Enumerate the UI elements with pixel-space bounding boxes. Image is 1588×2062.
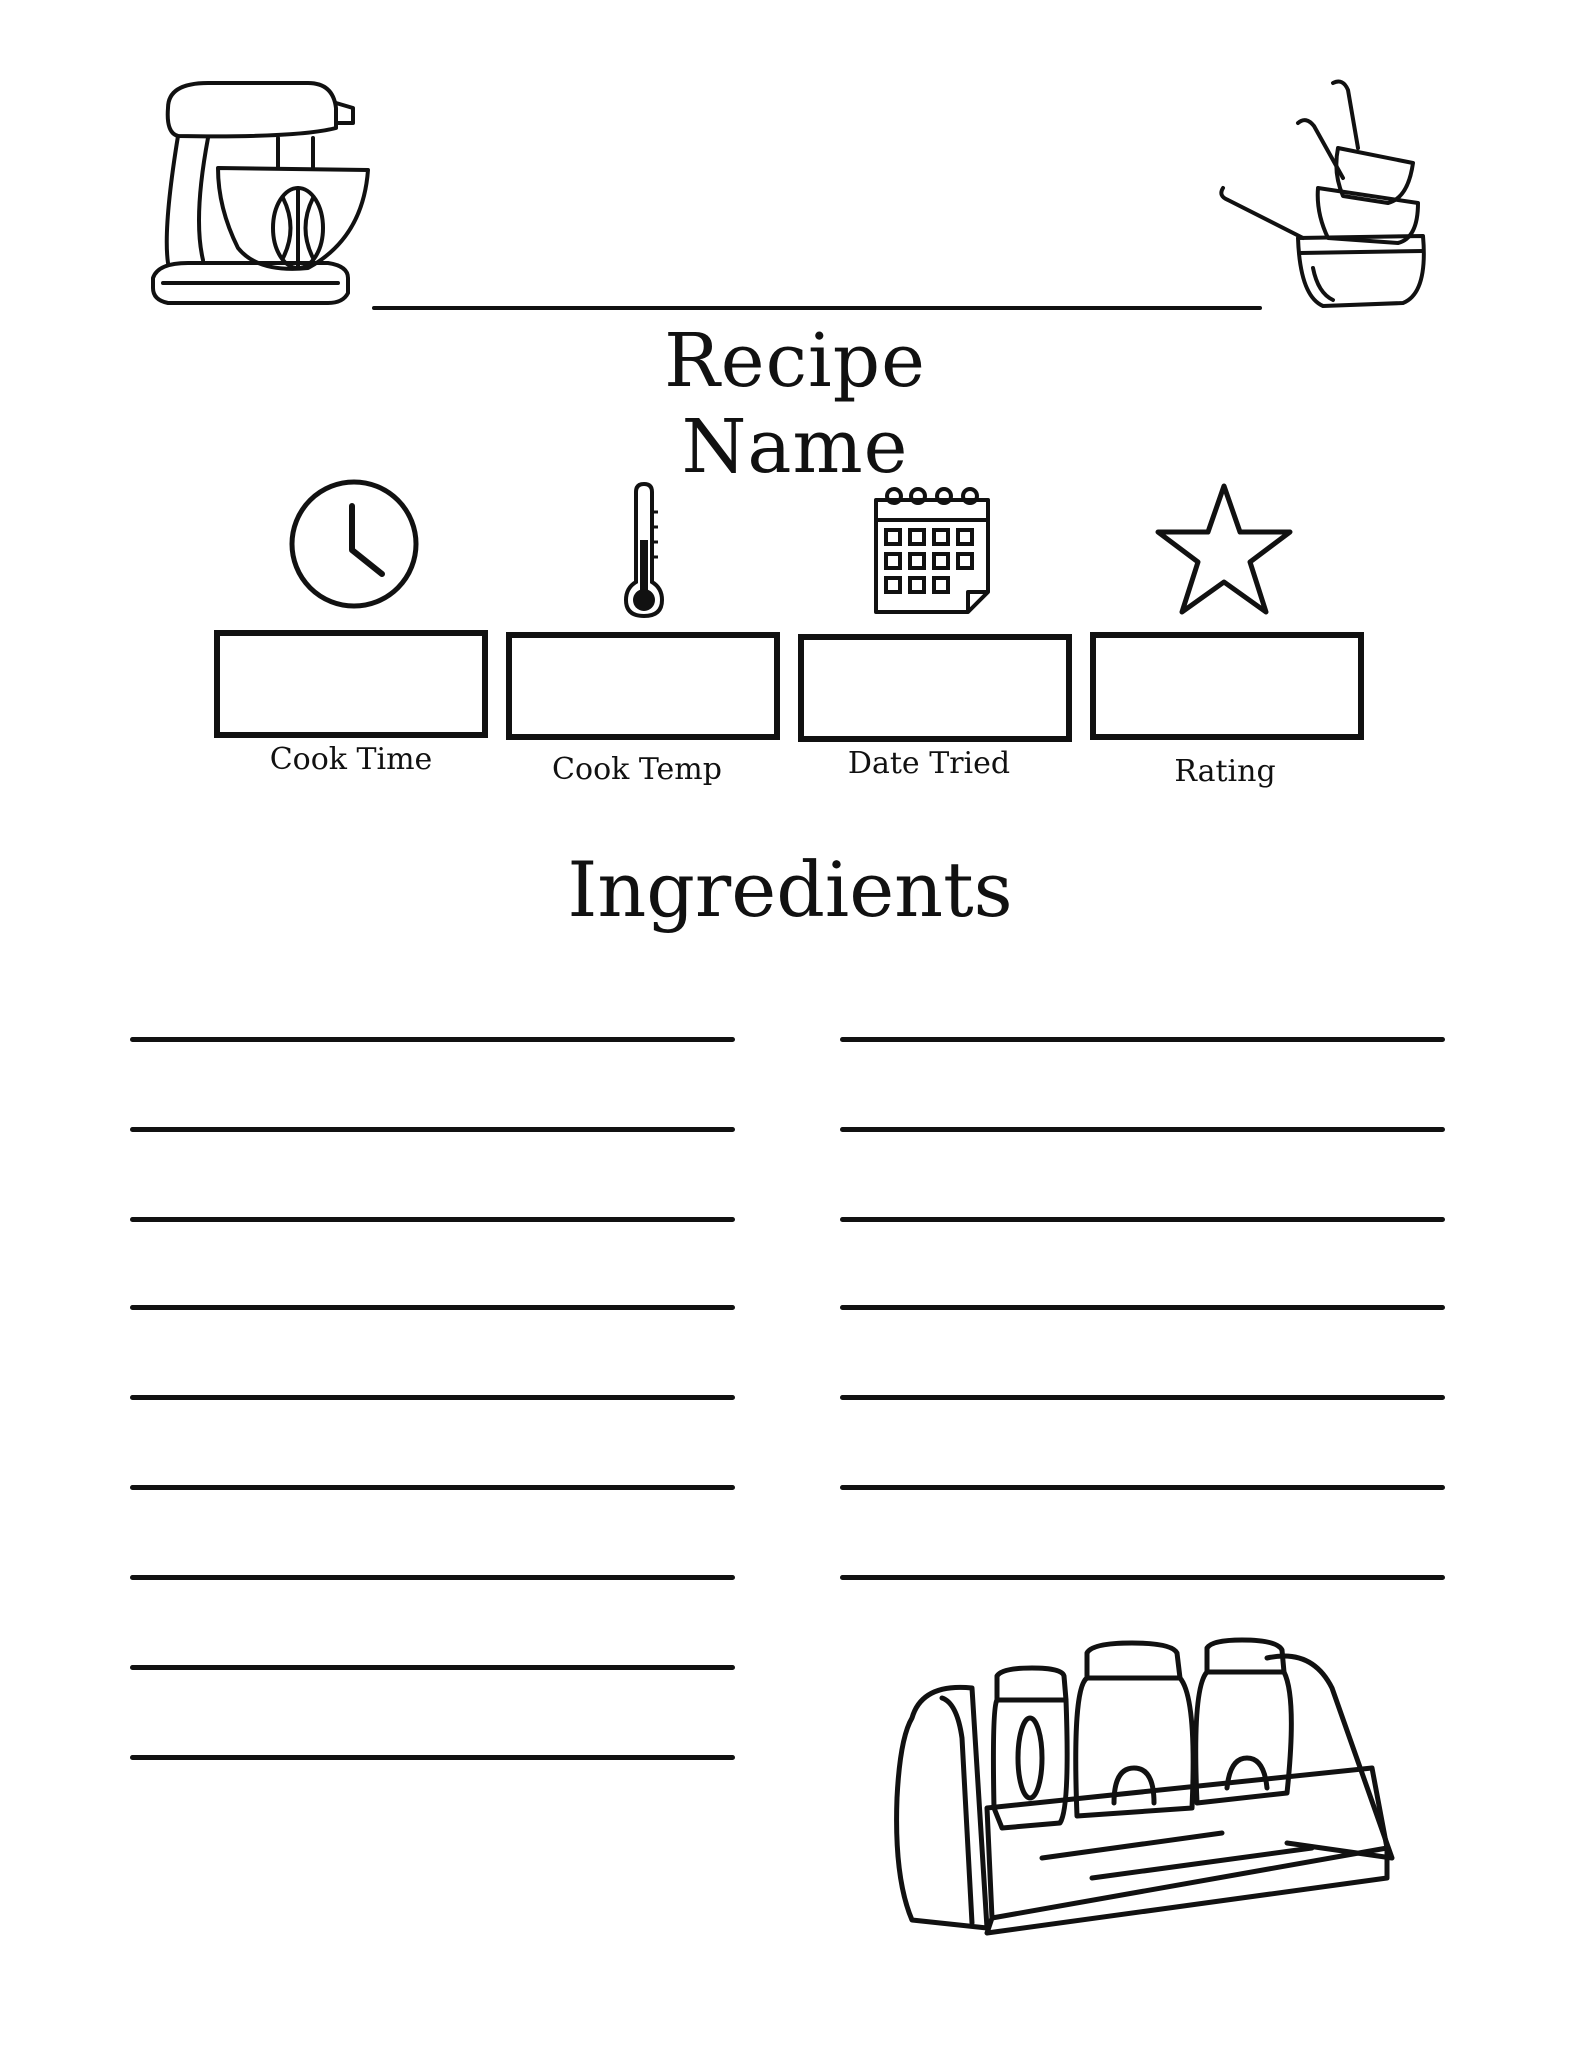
- calendar-icon: [872, 482, 992, 616]
- ingredient-line[interactable]: [130, 1037, 735, 1042]
- ingredients-title: Ingredients: [567, 845, 1013, 934]
- cook-time-box[interactable]: [214, 630, 488, 738]
- ingredient-line[interactable]: [840, 1217, 1445, 1222]
- star-icon: [1154, 482, 1294, 616]
- clock-icon: [286, 476, 422, 612]
- cook-temp-box[interactable]: [506, 632, 780, 740]
- cook-temp-label: Cook Temp: [552, 752, 722, 787]
- ingredient-line[interactable]: [840, 1395, 1445, 1400]
- ingredient-line[interactable]: [130, 1485, 735, 1490]
- ingredient-line[interactable]: [130, 1755, 735, 1760]
- ingredient-line[interactable]: [130, 1127, 735, 1132]
- cook-time-label: Cook Time: [269, 742, 433, 777]
- stand-mixer-illustration: [148, 78, 373, 308]
- ingredient-line[interactable]: [840, 1485, 1445, 1490]
- recipe-name-line: [372, 306, 1262, 310]
- ingredient-line[interactable]: [840, 1037, 1445, 1042]
- ingredient-line[interactable]: [130, 1305, 735, 1310]
- ingredient-line[interactable]: [840, 1127, 1445, 1132]
- thermometer-icon: [622, 482, 666, 618]
- date-tried-label: Date Tried: [847, 746, 1011, 781]
- measuring-cups-illustration: [1218, 78, 1428, 310]
- ingredient-line[interactable]: [130, 1665, 735, 1670]
- ingredient-line[interactable]: [840, 1575, 1445, 1580]
- ingredient-line[interactable]: [130, 1575, 735, 1580]
- ingredient-line[interactable]: [130, 1395, 735, 1400]
- ingredient-line[interactable]: [130, 1217, 735, 1222]
- rating-label: Rating: [1174, 754, 1276, 789]
- ingredient-line[interactable]: [840, 1305, 1445, 1310]
- rating-box[interactable]: [1090, 632, 1364, 740]
- date-tried-box[interactable]: [798, 634, 1072, 742]
- spice-rack-illustration: [892, 1628, 1402, 1938]
- recipe-name-label: Recipe Name: [664, 318, 926, 490]
